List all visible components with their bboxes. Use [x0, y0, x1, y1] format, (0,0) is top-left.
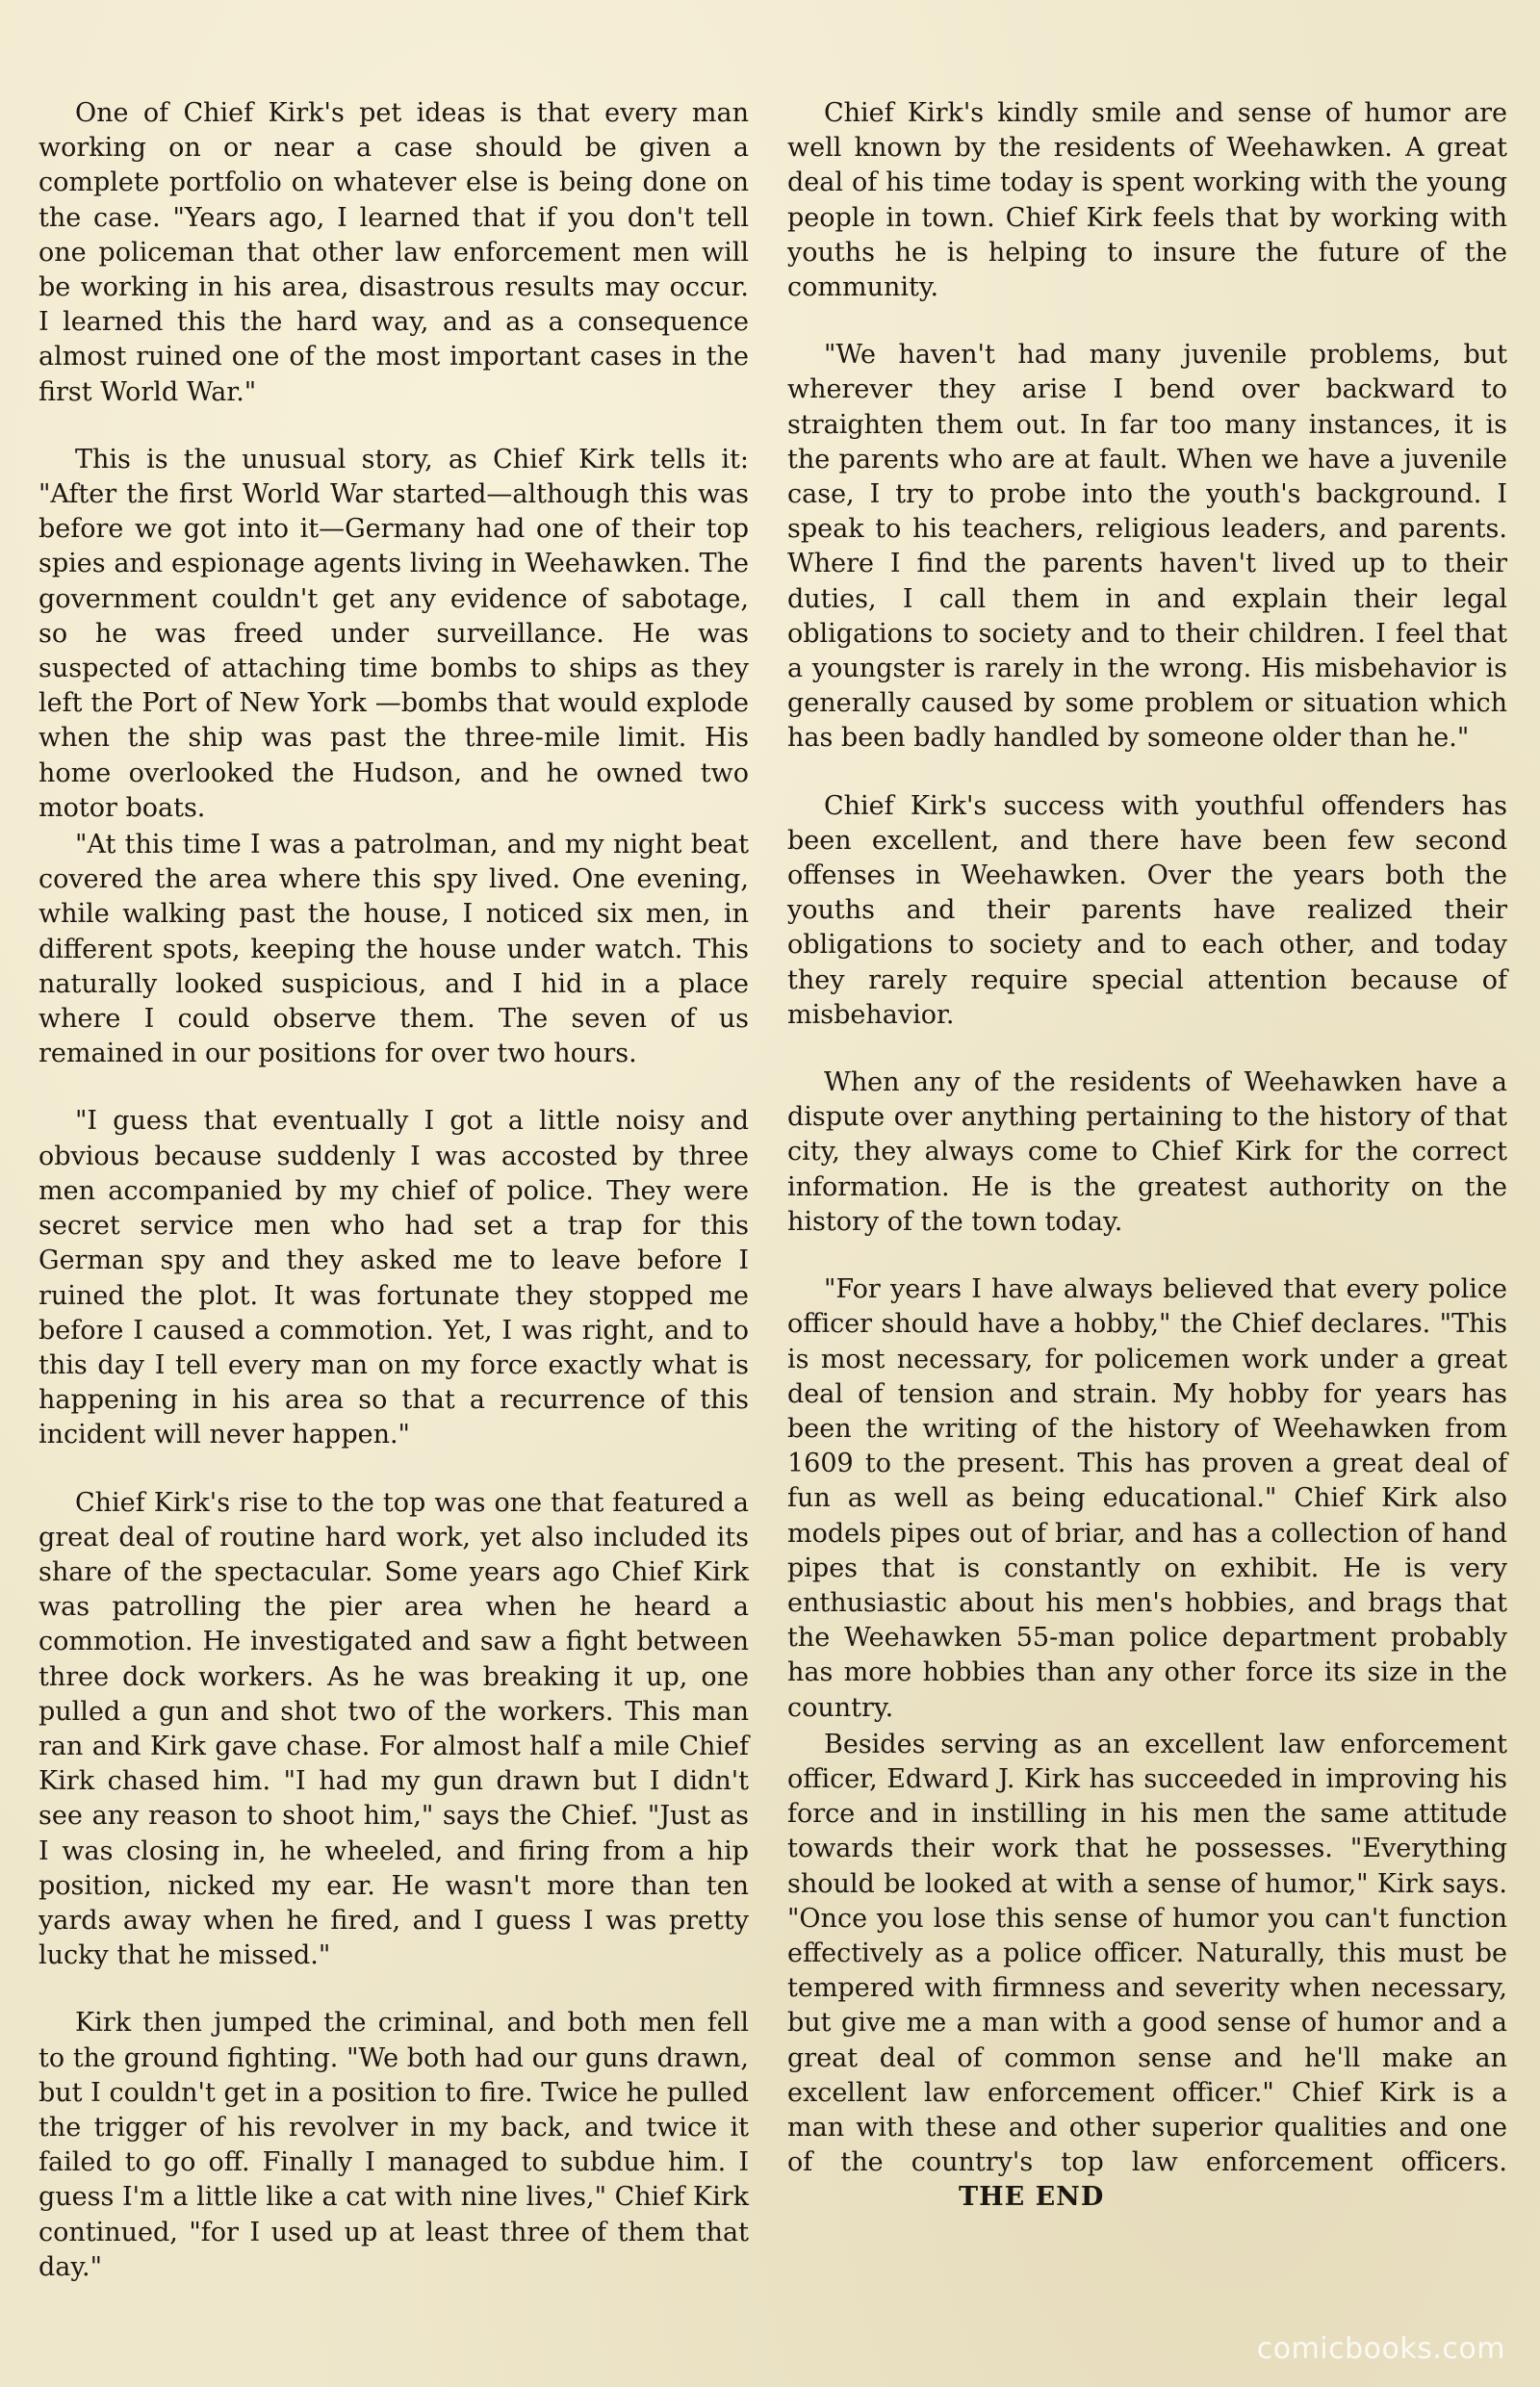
- right-text-column: [787, 96, 1507, 2216]
- paragraph: This is the unusual story, as Chief Kirk tells it: "After the first World War started—although this was before we got into it—Germany had one of their top spies and espionage agents living in Weehawken. The government couldn't get any evidence of sabotage, so he was freed under surveillance. He was suspected of attaching time bombs to ships as they left the Port of New York —bombs that would explode when the ship was past the three-mile limit. His home overlooked the Hudson, and he owned two motor boats.: [38, 444, 749, 823]
- final-paragraph: [787, 1728, 1507, 2216]
- site-watermark: comicbooks.com: [1256, 2332, 1505, 2366]
- final-paragraph-text: Besides serving as an excellent law enforcement officer, Edward J. Kirk has succeeded in improving his force and in instilling in his men the same attitude towards their work that he possesses. "Everything should be looked at with a sense of humor," Kirk says. "Once you lose this sense of humor you can't function effectively as a police officer. Naturally, this must be tempered with firmness and severity when necessary, but give me a man with a good sense of humor and a great deal of common sense and he'll make an excellent law enforcement officer." Chief Kirk is a man with these and other superior qualities and one of the country's top law enforcement officers.: [787, 1729, 1507, 2178]
- paragraph: "For years I have always believed that every police officer should have a hobby," the Chief declares. "This is most necessary, for policemen work under a great deal of tension and strain. My hobby for years has been the writing of the history of Weehawken from 1609 to the present. This has proven a great deal of fun as well as being educational." Chief Kirk also models pipes out of briar, and has a collection of hand pipes that is constantly on exhibit. He is very enthusiastic about his men's hobbies, and brags that the Weehawken 55-man police department probably has more hobbies than any other force its size in the country.: [787, 1274, 1507, 1723]
- paragraph: "At this time I was a patrolman, and my night beat covered the area where this spy lived. One evening, while walking past the house, I noticed six men, in different spots, keeping the house under watch. This naturally looked suspicious, and I hid in a place where I could observe them. The seven of us remained in our positions for over two hours.: [38, 830, 749, 1069]
- paragraph: "I guess that eventually I got a little noisy and obvious because suddenly I was accosted by three men accompanied by my chief of police. They were secret service men who had set a trap for this German spy and they asked me to leave before I ruined the plot. It was fortunate they stopped me before I caused a commotion. Yet, I was right, and to this day I tell every man on my force exactly what is happening in his area so that a recurrence of this incident will never happen.": [38, 1106, 749, 1450]
- paragraph: "We haven't had many juvenile problems, but wherever they arise I bend over backward to straighten them out. In far too many instances, it is the parents who are at fault. When we have a juvenile case, I try to probe into the youth's background. I speak to his teachers, religious leaders, and parents. Where I find the parents haven't lived up to their duties, I call them in and explain their legal obligations to society and to their children. I feel that a youngster is rarely in the wrong. His misbehavior is generally caused by some problem or situation which has been badly handled by someone older than he.": [787, 340, 1507, 754]
- paragraph: Kirk then jumped the criminal, and both men fell to the ground fighting. "We both had our guns drawn, but I couldn't get in a position to fire. Twice he pulled the trigger of his revolver in my back, and twice it failed to go off. Finally I managed to subdue him. I guess I'm a little like a cat with nine lives," Chief Kirk continued, "for I used up at least three of them that day.": [38, 2008, 749, 2282]
- paragraph: One of Chief Kirk's pet ideas is that every man working on or near a case should be given a complete portfolio on whatever else is being done on the case. "Years ago, I learned that if you don't tell one policeman that other law enforcement men will be working in his area, disastrous results may occur. I learned this the hard way, and as a consequence almost ruined one of the most important cases in the first World War.": [38, 98, 749, 407]
- paragraph: When any of the residents of Weehawken have a dispute over anything pertaining to the history of that city, they always come to Chief Kirk for the correct information. He is the greatest authority on the history of the town today.: [787, 1067, 1507, 1237]
- left-text-column: [38, 96, 749, 2285]
- paragraph: Chief Kirk's success with youthful offenders has been excellent, and there have been few second offenses in Weehawken. Over the years both the youths and their parents have realized their obligations to society and to each other, and today they rarely require special attention because of misbehavior.: [787, 790, 1507, 1030]
- paragraph: Chief Kirk's rise to the top was one that featured a great deal of routine hard work, yet also included its share of the spectacular. Some years ago Chief Kirk was patrolling the pier area when he heard a commotion. He investigated and saw a fight between three dock workers. As he was breaking it up, one pulled a gun and shot two of the workers. This man ran and Kirk gave chase. For almost half a mile Chief Kirk chased him. "I had my gun drawn but I didn't see any reason to shoot him," says the Chief. "Just as I was closing in, he wheeled, and firing from a hip position, nicked my ear. He wasn't more than ten yards away when he fired, and I guess I was pretty lucky that he missed.": [38, 1487, 749, 1971]
- paragraph: Chief Kirk's kindly smile and sense of humor are well known by the residents of Weehawken. A great deal of his time today is spent working with the young people in town. Chief Kirk feels that by working with youths he is helping to insure the future of the community.: [787, 98, 1507, 303]
- the-end-marker: THE END: [959, 2182, 1105, 2213]
